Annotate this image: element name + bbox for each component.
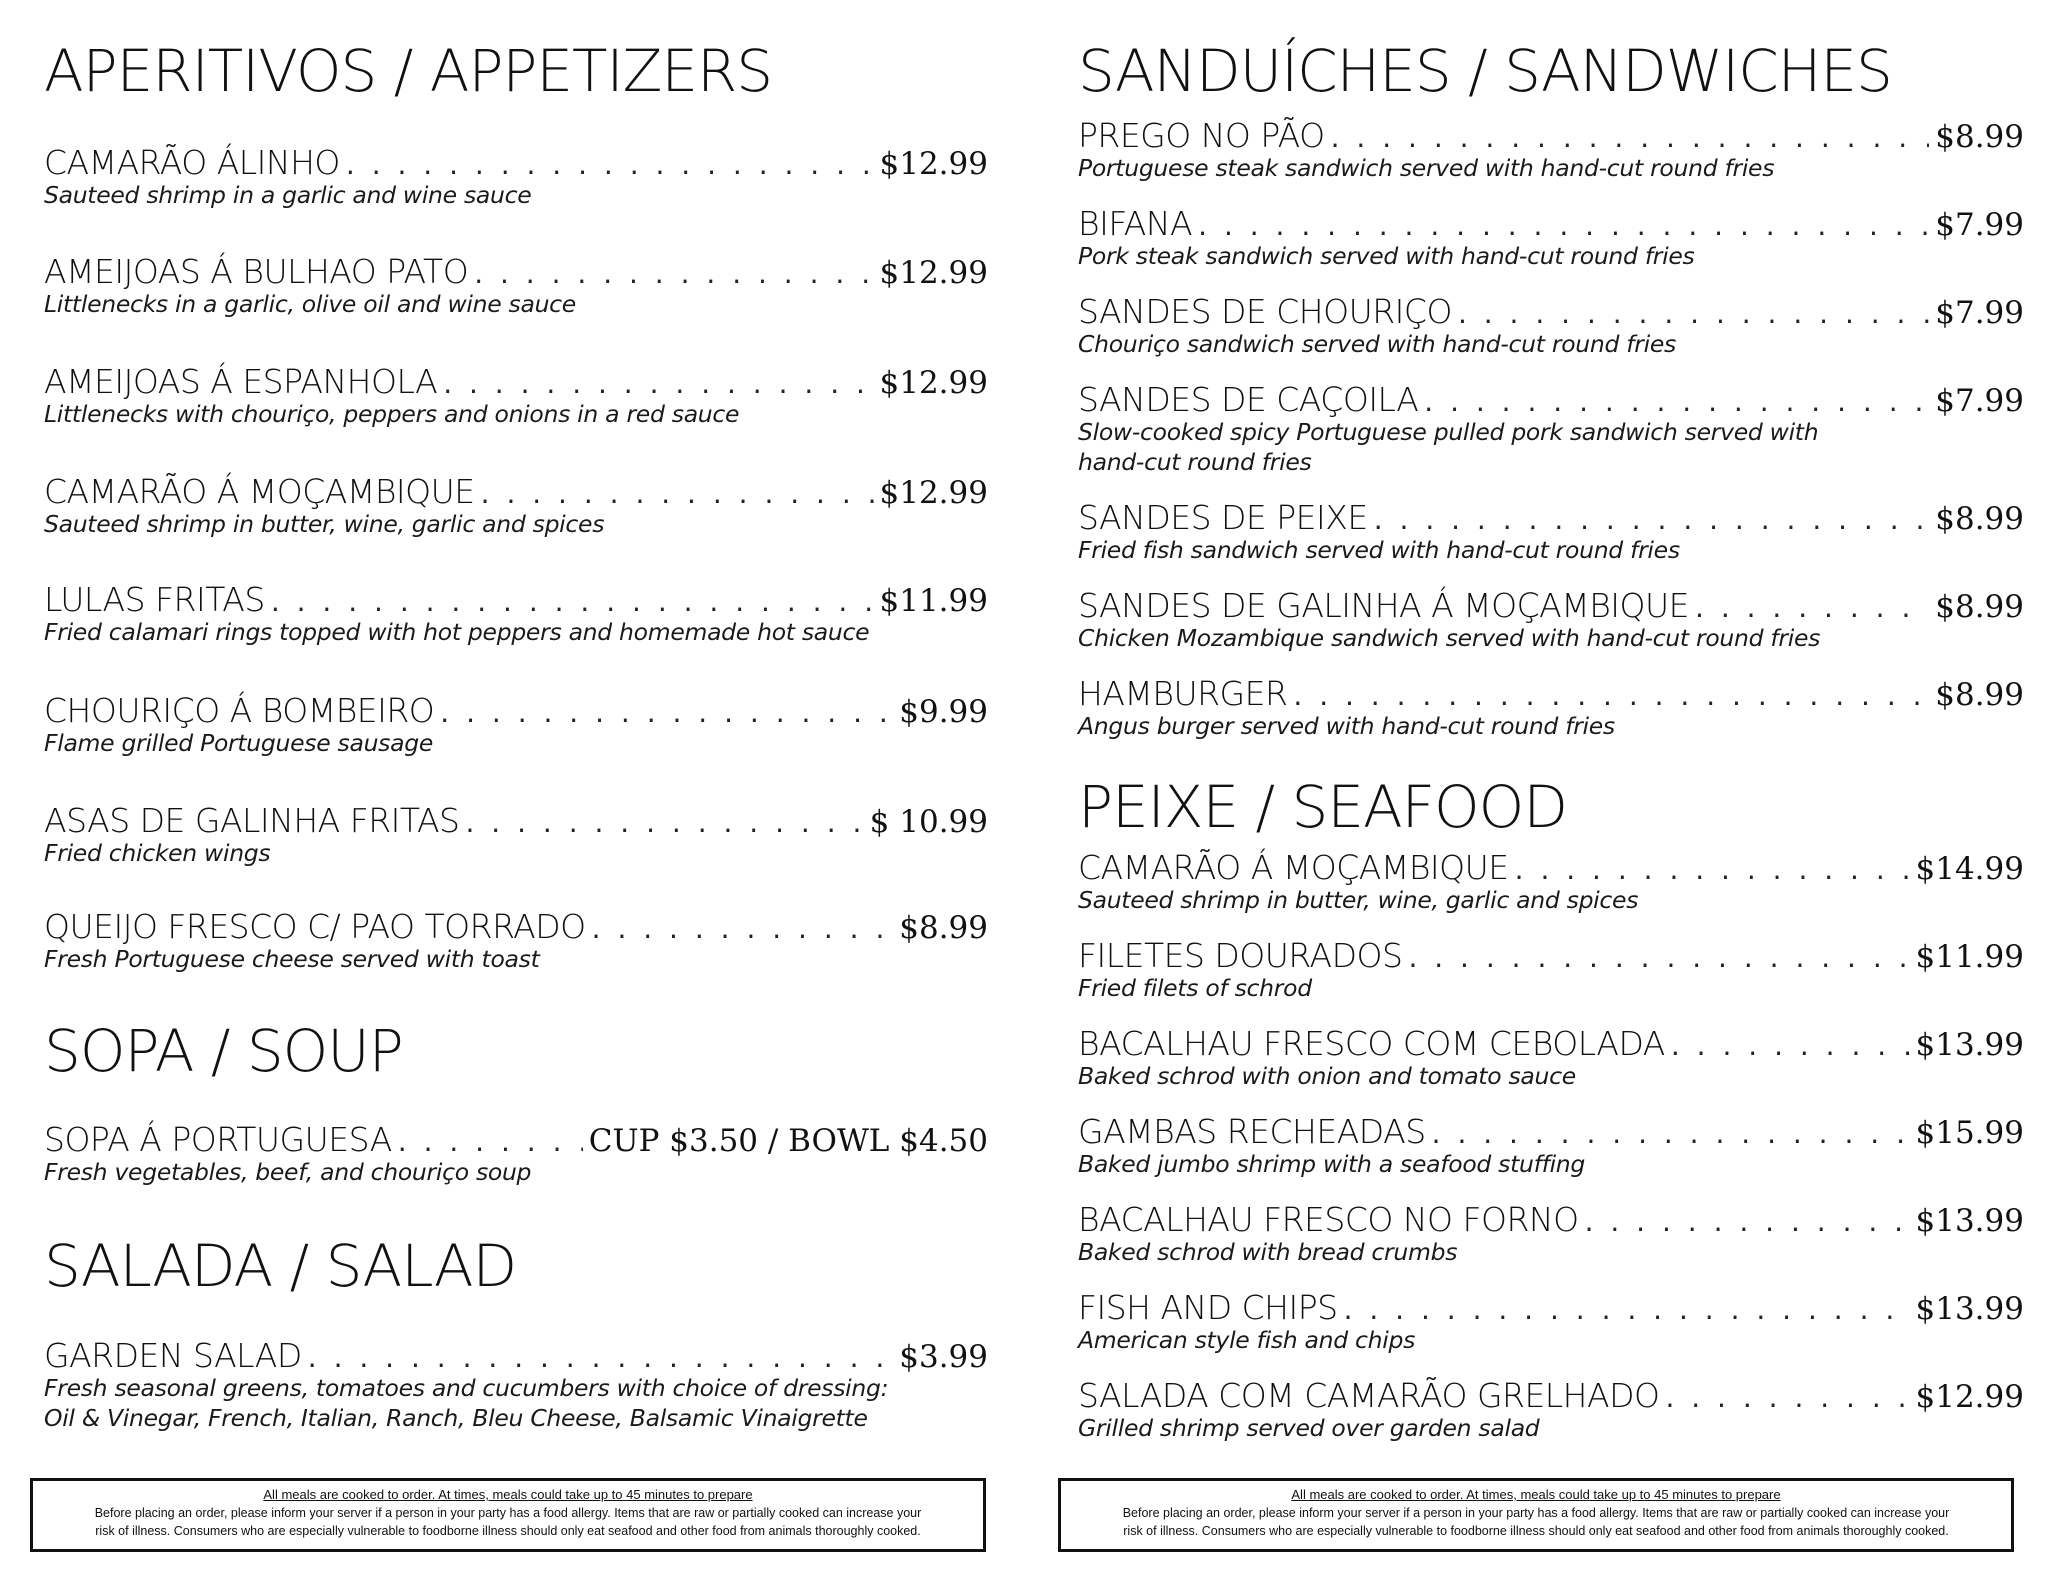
notice-heading: All meals are cooked to order. At times, meals could take up to 45 minutes to prepare — [263, 1487, 753, 1502]
menu-item-line — [1078, 1114, 2024, 1150]
menu-item-line — [44, 909, 988, 945]
menu-item-line — [44, 145, 988, 181]
menu-item-name: CAMARÃO Á MOÇAMBIQUE — [44, 472, 475, 511]
menu-item-name: FISH AND CHIPS — [1078, 1288, 1338, 1327]
menu-item-price: $7.99 — [1935, 295, 2024, 331]
menu-item — [1078, 1290, 2024, 1356]
menu-item-name: ASAS DE GALINHA FRITAS — [44, 801, 460, 840]
menu-item-name: HAMBURGER — [1078, 674, 1288, 713]
dot-leader — [474, 257, 873, 290]
menu-item-description: Baked schrod with bread crumbs — [1078, 1238, 1458, 1267]
menu-item-description: Sauteed shrimp in butter, wine, garlic and spices — [44, 510, 605, 539]
food-safety-notice-left — [30, 1478, 986, 1552]
menu-item — [1078, 1026, 2024, 1092]
menu-item-description: American style fish and chips — [1078, 1326, 1416, 1355]
menu-item-name: PREGO NO PÃO — [1078, 116, 1325, 155]
menu-item-line — [1078, 938, 2024, 974]
menu-item-line — [1078, 206, 2024, 242]
menu-item-description: Grilled shrimp served over garden salad — [1078, 1414, 1540, 1443]
menu-item-name: SANDES DE CAÇOILA — [1078, 380, 1419, 419]
menu-item-name: AMEIJOAS Á BULHAO PATO — [44, 252, 469, 291]
menu-item — [44, 1338, 988, 1433]
menu-item-name: SANDES DE PEIXE — [1078, 498, 1368, 537]
dot-leader — [1665, 1381, 1909, 1414]
menu-item-description: Fried chicken wings — [44, 839, 271, 868]
menu-item-description: Fried calamari rings topped with hot peppers and homemade hot sauce — [44, 618, 870, 647]
menu-item-description: Littlenecks in a garlic, olive oil and wine sauce — [44, 290, 576, 319]
menu-item — [44, 1122, 988, 1188]
menu-item-description: Baked jumbo shrimp with a seafood stuffing — [1078, 1150, 1586, 1179]
salad-heading: SALADA / SALAD — [44, 1232, 517, 1300]
dot-leader — [1198, 209, 1929, 242]
menu-item-description: Angus burger served with hand-cut round fries — [1078, 712, 1615, 741]
notice-heading: All meals are cooked to order. At times, meals could take up to 45 minutes to prepare — [1291, 1487, 1781, 1502]
menu-item-price: $7.99 — [1935, 383, 2024, 419]
menu-item-line — [1078, 1290, 2024, 1326]
menu-item-line — [1078, 500, 2024, 536]
menu-item-price: $7.99 — [1935, 207, 2024, 243]
menu-item — [1078, 850, 2024, 916]
menu-item-price: $14.99 — [1915, 851, 2024, 887]
dot-leader — [481, 477, 874, 510]
menu-item-price: $15.99 — [1915, 1115, 2024, 1151]
menu-item-name: LULAS FRITAS — [44, 580, 265, 619]
menu-item-price: $8.99 — [1935, 119, 2024, 155]
menu-item-description: hand-cut round fries — [1078, 447, 1312, 476]
menu-item-name: FILETES DOURADOS — [1078, 936, 1403, 975]
menu-item-description: Fried filets of schrod — [1078, 974, 1312, 1003]
dot-leader — [398, 1125, 583, 1158]
menu-item-description: Baked schrod with onion and tomato sauce — [1078, 1062, 1576, 1091]
food-safety-notice-right — [1058, 1478, 2014, 1552]
menu-item-price: $11.99 — [879, 583, 988, 619]
menu-item — [1078, 118, 2024, 184]
seafood-heading: PEIXE / SEAFOOD — [1078, 773, 1567, 841]
menu-item — [1078, 500, 2024, 566]
notice-line: risk of illness. Consumers who are especially vulnerable to foodborne illness should only eat seafood and other food from animals thoroughly cooked. — [95, 1524, 921, 1538]
menu-item-name: BACALHAU FRESCO NO FORNO — [1078, 1200, 1579, 1239]
notice-line: Before placing an order, please inform your server if a person in your party has a food allergy. Items that are raw or partially cooked can increase your — [94, 1506, 922, 1520]
menu-item-price: $12.99 — [879, 255, 988, 291]
menu-item-name: CHOURIÇO Á BOMBEIRO — [44, 691, 435, 730]
dot-leader — [1293, 679, 1929, 712]
dot-leader — [1458, 297, 1929, 330]
menu-item — [1078, 1202, 2024, 1268]
menu-item-line — [1078, 294, 2024, 330]
notice-line: Before placing an order, please inform your server if a person in your party has a food allergy. Items that are raw or partially cooked can increase your — [1122, 1506, 1950, 1520]
menu-item-line — [44, 803, 988, 839]
menu-item-description: Littlenecks with chouriço, peppers and onions in a red sauce — [44, 400, 740, 429]
menu-item-price: $11.99 — [1915, 939, 2024, 975]
menu-item-description: Fried fish sandwich served with hand-cut round fries — [1078, 536, 1680, 565]
menu-item-price: $8.99 — [1935, 589, 2024, 625]
sandwiches-heading: SANDUÍCHES / SANDWICHES — [1078, 37, 1892, 105]
menu-item — [44, 803, 988, 869]
menu-item — [44, 254, 988, 320]
menu-item-line — [44, 693, 988, 729]
menu-item-price: CUP $3.50 / BOWL $4.50 — [588, 1123, 988, 1159]
menu-item-price: $13.99 — [1915, 1291, 2024, 1327]
dot-leader — [1344, 1293, 1910, 1326]
menu-item — [1078, 938, 2024, 1004]
menu-item-description: Fresh vegetables, beef, and chouriço soup — [44, 1158, 532, 1187]
menu-item-description: Slow-cooked spicy Portuguese pulled pork sandwich served with — [1078, 418, 1819, 447]
menu-item-price: $12.99 — [1915, 1379, 2024, 1415]
menu-item-line — [1078, 382, 2024, 418]
menu-item-price: $13.99 — [1915, 1203, 2024, 1239]
dot-leader — [1585, 1205, 1910, 1238]
menu-item-name: CAMARÃO ÁLINHO — [44, 143, 340, 182]
menu-item-name: SOPA Á PORTUGUESA — [44, 1120, 392, 1159]
menu-item-price: $12.99 — [879, 146, 988, 182]
dot-leader — [1695, 591, 1929, 624]
menu-item — [1078, 676, 2024, 742]
menu-item-name: SANDES DE CHOURIÇO — [1078, 292, 1452, 331]
menu-item-description: Sauteed shrimp in a garlic and wine sauce — [44, 181, 532, 210]
menu-item-line — [1078, 1378, 2024, 1414]
soup-heading: SOPA / SOUP — [44, 1017, 403, 1085]
menu-item-name: SALADA COM CAMARÃO GRELHADO — [1078, 1376, 1660, 1415]
dot-leader — [1515, 853, 1910, 886]
menu-item — [44, 364, 988, 430]
dot-leader — [1432, 1117, 1910, 1150]
menu-item-description: Portuguese steak sandwich served with hand-cut round fries — [1078, 154, 1775, 183]
menu-item-description: Oil & Vinegar, French, Italian, Ranch, Bleu Cheese, Balsamic Vinaigrette — [44, 1403, 868, 1432]
menu-item-price: $13.99 — [1915, 1027, 2024, 1063]
menu-item-price: $8.99 — [1935, 677, 2024, 713]
menu-item-description: Chicken Mozambique sandwich served with hand-cut round fries — [1078, 624, 1821, 653]
menu-item-price: $9.99 — [899, 694, 988, 730]
menu-item-line — [1078, 118, 2024, 154]
menu-item-price: $12.99 — [879, 475, 988, 511]
menu-item — [44, 582, 988, 648]
menu-item-line — [1078, 1026, 2024, 1062]
menu-item-description: Sauteed shrimp in butter, wine, garlic and spices — [1078, 886, 1639, 915]
menu-item-description: Fresh Portuguese cheese served with toast — [44, 945, 540, 974]
menu-item-line — [44, 474, 988, 510]
menu-item-price: $12.99 — [879, 365, 988, 401]
menu-item — [44, 145, 988, 211]
menu-item-description: Pork steak sandwich served with hand-cut round fries — [1078, 242, 1695, 271]
menu-item-line — [44, 1338, 988, 1374]
dot-leader — [1424, 385, 1929, 418]
dot-leader — [440, 696, 893, 729]
menu-item-price: $ 10.99 — [869, 804, 988, 840]
menu-item-price: $8.99 — [899, 910, 988, 946]
dot-leader — [592, 912, 894, 945]
appetizers-heading: APERITIVOS / APPETIZERS — [44, 37, 773, 105]
menu-item-line — [1078, 1202, 2024, 1238]
menu-item-name: GARDEN SALAD — [44, 1336, 302, 1375]
dot-leader — [1331, 121, 1930, 154]
menu-item-price: $3.99 — [899, 1339, 988, 1375]
menu-item — [1078, 294, 2024, 360]
menu-item — [44, 909, 988, 975]
menu-item — [1078, 1114, 2024, 1180]
dot-leader — [346, 148, 874, 181]
menu-item-line — [1078, 850, 2024, 886]
menu-item-line — [44, 364, 988, 400]
menu-item-name: SANDES DE GALINHA Á MOÇAMBIQUE — [1078, 586, 1690, 625]
dot-leader — [271, 585, 874, 618]
dot-leader — [1408, 941, 1909, 974]
menu-item-line — [44, 582, 988, 618]
menu-item — [1078, 382, 2024, 477]
menu-item-line — [1078, 676, 2024, 712]
menu-item — [1078, 588, 2024, 654]
menu-item-name: BACALHAU FRESCO COM CEBOLADA — [1078, 1024, 1665, 1063]
menu-item — [44, 693, 988, 759]
menu-item-description: Fresh seasonal greens, tomatoes and cucumbers with choice of dressing: — [44, 1374, 889, 1403]
menu-item-line — [1078, 588, 2024, 624]
notice-line: risk of illness. Consumers who are especially vulnerable to foodborne illness should only eat seafood and other food from animals thoroughly cooked. — [1123, 1524, 1949, 1538]
menu-item-price: $8.99 — [1935, 501, 2024, 537]
menu-item-description: Flame grilled Portuguese sausage — [44, 729, 433, 758]
menu-item-name: QUEIJO FRESCO C/ PAO TORRADO — [44, 907, 586, 946]
menu-item-line — [44, 1122, 988, 1158]
menu-item — [1078, 1378, 2024, 1444]
menu-item-name: CAMARÃO Á MOÇAMBIQUE — [1078, 848, 1509, 887]
dot-leader — [1671, 1029, 1910, 1062]
menu-item-description: Chouriço sandwich served with hand-cut round fries — [1078, 330, 1676, 359]
menu-item-name: AMEIJOAS Á ESPANHOLA — [44, 362, 438, 401]
dot-leader — [308, 1341, 893, 1374]
menu-item — [1078, 206, 2024, 272]
menu-item — [44, 474, 988, 540]
menu-item-name: GAMBAS RECHEADAS — [1078, 1112, 1426, 1151]
menu-item-line — [44, 254, 988, 290]
dot-leader — [443, 367, 873, 400]
menu-item-name: BIFANA — [1078, 204, 1193, 243]
dot-leader — [466, 806, 864, 839]
dot-leader — [1374, 503, 1930, 536]
